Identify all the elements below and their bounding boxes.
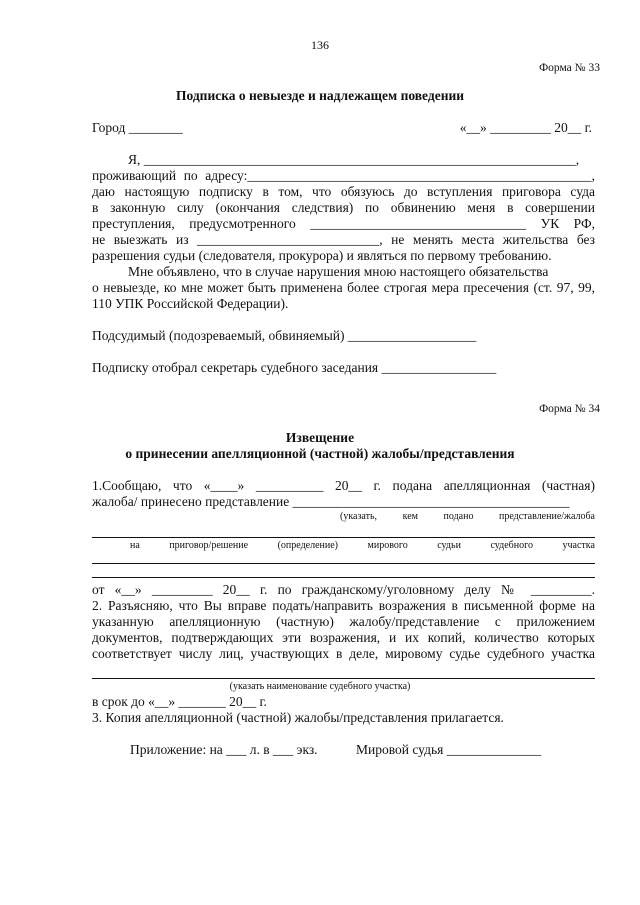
- blank-line: [92, 537, 595, 538]
- hint-word: участка: [562, 540, 595, 551]
- hint-word: подано: [443, 511, 474, 522]
- hint-word: представление/жалоба: [498, 511, 595, 522]
- notice-line: жалоба/ принесено представление _________________________________________: [92, 494, 570, 509]
- hint-word: мирового: [367, 540, 408, 551]
- hint-word: на: [130, 540, 140, 551]
- form-33-line: о невыезде, ко мне может быть применена более строгая мера пресечения (ст. 97, 99,: [92, 280, 595, 295]
- form-33-line: Мне объявлено, что в случае нарушения мною настоящего обязательства: [128, 264, 549, 279]
- hint-word: кем: [402, 511, 418, 522]
- form-33-line: даю настоящую подписку в том, что обязуюсь до вступления приговора суда: [92, 184, 595, 199]
- deadline-line: в срок до «__» _______ 20__ г.: [92, 694, 267, 709]
- city-field: Город ________: [92, 120, 183, 135]
- notice-line: соответствует числу лиц, участвующих в деле, мировому судье судебного участка: [92, 646, 595, 661]
- notice-line: указанную апелляционную (частную) жалобу/представление с приложением: [92, 614, 595, 629]
- blank-line: [92, 563, 595, 564]
- secretary-signature: Подписку отобрал секретарь судебного заседания _________________: [92, 360, 497, 375]
- defendant-signature: Подсудимый (подозреваемый, обвиняемый) ___________________: [92, 328, 477, 343]
- hint-row: [340, 511, 595, 522]
- court-hint: (указать наименование судебного участка): [229, 681, 411, 692]
- form-33-label: Форма № 33: [539, 62, 600, 74]
- hint-row: [130, 540, 595, 551]
- judge-signature: Мировой судья ______________: [356, 742, 542, 757]
- notice-line: документов, подтверждающих эти возражения, и их копий, количество которых: [92, 630, 595, 645]
- form-34-label: Форма № 34: [539, 403, 600, 415]
- attachment-line: Приложение: на ___ л. в ___ экз.: [130, 742, 318, 757]
- form-33-line: 110 УПК Российской Федерации).: [92, 296, 289, 311]
- blank-line: [92, 678, 595, 679]
- form-34-subtitle: о принесении апелляционной (частной) жалобы/представления: [125, 446, 515, 461]
- form-33-line: не выезжать из ___________________________, не менять места жительства без: [92, 232, 595, 247]
- copy-attached-line: 3. Копия апелляционной (частной) жалобы/представления прилагается.: [92, 710, 504, 725]
- hint-word: (определение): [277, 540, 338, 551]
- hint-word: приговор/решение: [169, 540, 249, 551]
- form-33-line: Я, ________________________________________________________________,: [128, 152, 580, 167]
- hint-word: (указать,: [340, 511, 378, 522]
- form-33-line: разрешения судьи (следователя, прокурора) и являться по первому требованию.: [92, 248, 552, 263]
- page-number: 136: [311, 38, 329, 52]
- hint-word: судьи: [437, 540, 461, 551]
- notice-line: от «__» _________ 20__ г. по гражданскому/уголовному делу № _________.: [92, 582, 595, 597]
- form-33-line: в законную силу (окончания следствия) по обвинению меня в совершении: [92, 200, 595, 215]
- form-33-line: проживающий по адресу:___________________________________________________,: [92, 168, 595, 183]
- blank-line: [92, 577, 595, 578]
- form-33-title: Подписка о невыезде и надлежащем поведении: [175, 88, 465, 103]
- date-field: «__» _________ 20__ г.: [459, 120, 592, 135]
- notice-line: 2. Разъясняю, что Вы вправе подать/направить возражения в письменной форме на: [92, 598, 595, 613]
- hint-word: судебного: [490, 540, 533, 551]
- form-33-line: преступления, предусмотренного ________________________________ УК РФ,: [92, 216, 595, 231]
- form-34-title: Извещение: [285, 430, 355, 445]
- notice-line: 1.Сообщаю, что «____» __________ 20__ г. подана апелляционная (частная): [92, 478, 595, 493]
